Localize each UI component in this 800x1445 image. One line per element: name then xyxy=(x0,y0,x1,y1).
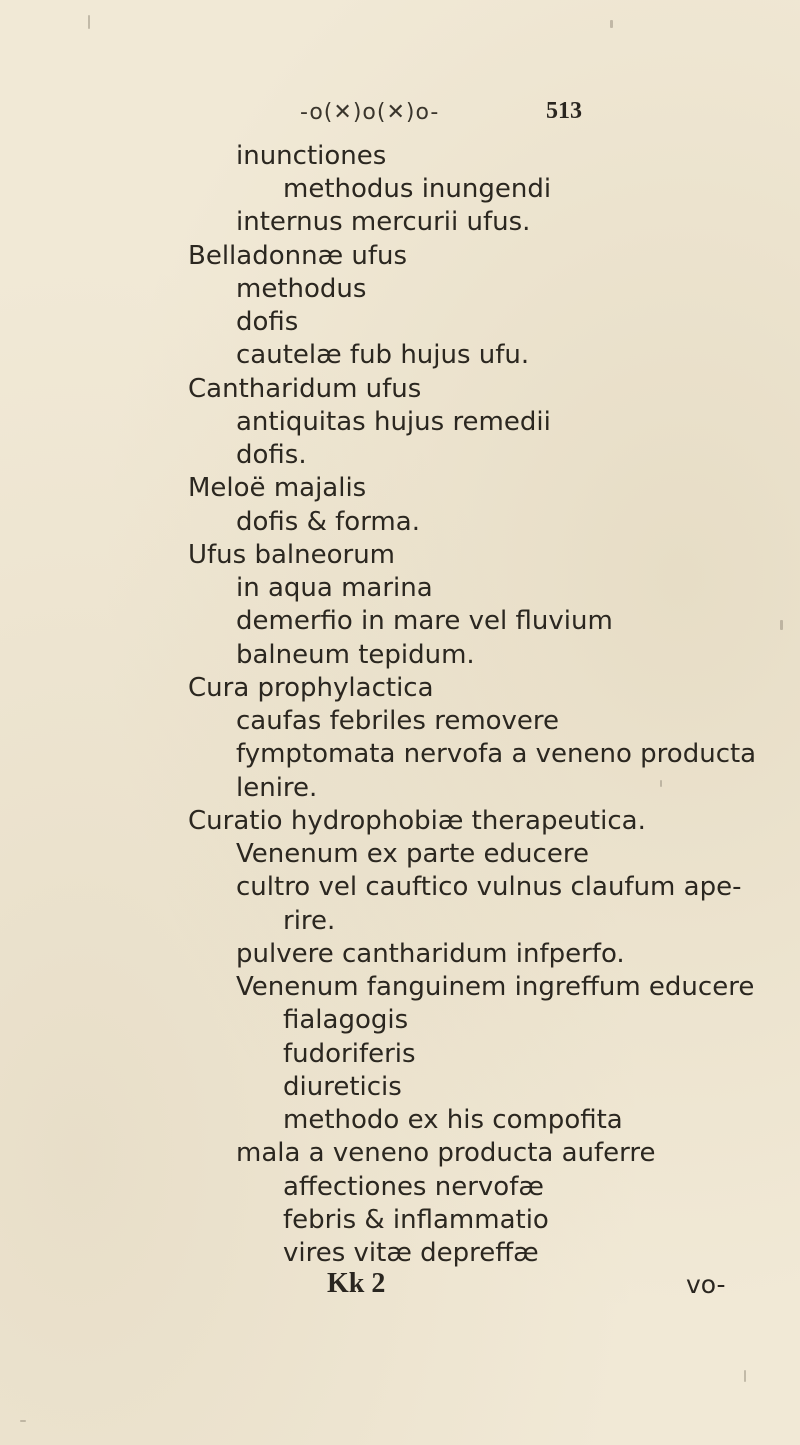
header-ornament: -o(✕)o(✕)o- xyxy=(300,100,440,125)
text-line: fudoriferis xyxy=(283,1039,416,1069)
text-line: methodus xyxy=(236,274,367,304)
text-line: rire. xyxy=(283,906,336,936)
text-line: in aqua marina xyxy=(236,573,433,603)
text-line: inunctiones xyxy=(236,141,387,171)
text-line: lenire. xyxy=(236,773,318,803)
paper-speck xyxy=(20,1420,26,1422)
text-line: Cantharidum ufus xyxy=(188,374,422,404)
text-line: methodo ex his compofita xyxy=(283,1105,623,1135)
text-line: antiquitas hujus remedii xyxy=(236,407,551,437)
catchword: vo- xyxy=(686,1270,726,1299)
text-line: febris & inflammatio xyxy=(283,1205,549,1235)
text-line: Meloë majalis xyxy=(188,473,367,503)
text-line: mala a veneno producta auferre xyxy=(236,1138,656,1168)
paper-speck xyxy=(744,1370,746,1382)
text-line: Venenum fanguinem ingreffum educere xyxy=(236,972,755,1002)
text-line: Belladonnæ ufus xyxy=(188,241,408,271)
text-line: Venenum ex parte educere xyxy=(236,839,589,869)
text-line: caufas febriles removere xyxy=(236,706,560,736)
text-line: dofis & forma. xyxy=(236,507,420,537)
paper-speck xyxy=(660,780,662,787)
text-line: fialagogis xyxy=(283,1005,409,1035)
paper-speck xyxy=(780,620,783,630)
text-line: internus mercurii ufus. xyxy=(236,207,531,237)
text-line: dofis. xyxy=(236,440,307,470)
text-line: dofis xyxy=(236,307,299,337)
text-line: diureticis xyxy=(283,1072,402,1102)
text-line: cautelæ fub hujus ufu. xyxy=(236,340,530,370)
paper-speck xyxy=(610,20,613,28)
text-line: Ufus balneorum xyxy=(188,540,396,570)
text-line: balneum tepidum. xyxy=(236,640,475,670)
text-line: methodus inungendi xyxy=(283,174,552,204)
text-line: vires vitæ depreffæ xyxy=(283,1238,539,1268)
paper-speck xyxy=(88,15,90,29)
text-line: Cura prophylactica xyxy=(188,673,434,703)
text-line: cultro vel cauftico vulnus claufum ape- xyxy=(236,872,742,902)
text-line: Curatio hydrophobiæ therapeutica. xyxy=(188,806,646,836)
signature-mark: Kk 2 xyxy=(327,1268,386,1299)
text-line: pulvere cantharidum infperfo. xyxy=(236,939,625,969)
text-line: affectiones nervofæ xyxy=(283,1172,544,1202)
text-line: demerfio in mare vel fluvium xyxy=(236,606,613,636)
page-number: 513 xyxy=(546,98,582,124)
text-line: fymptomata nervofa a veneno producta xyxy=(236,739,757,769)
